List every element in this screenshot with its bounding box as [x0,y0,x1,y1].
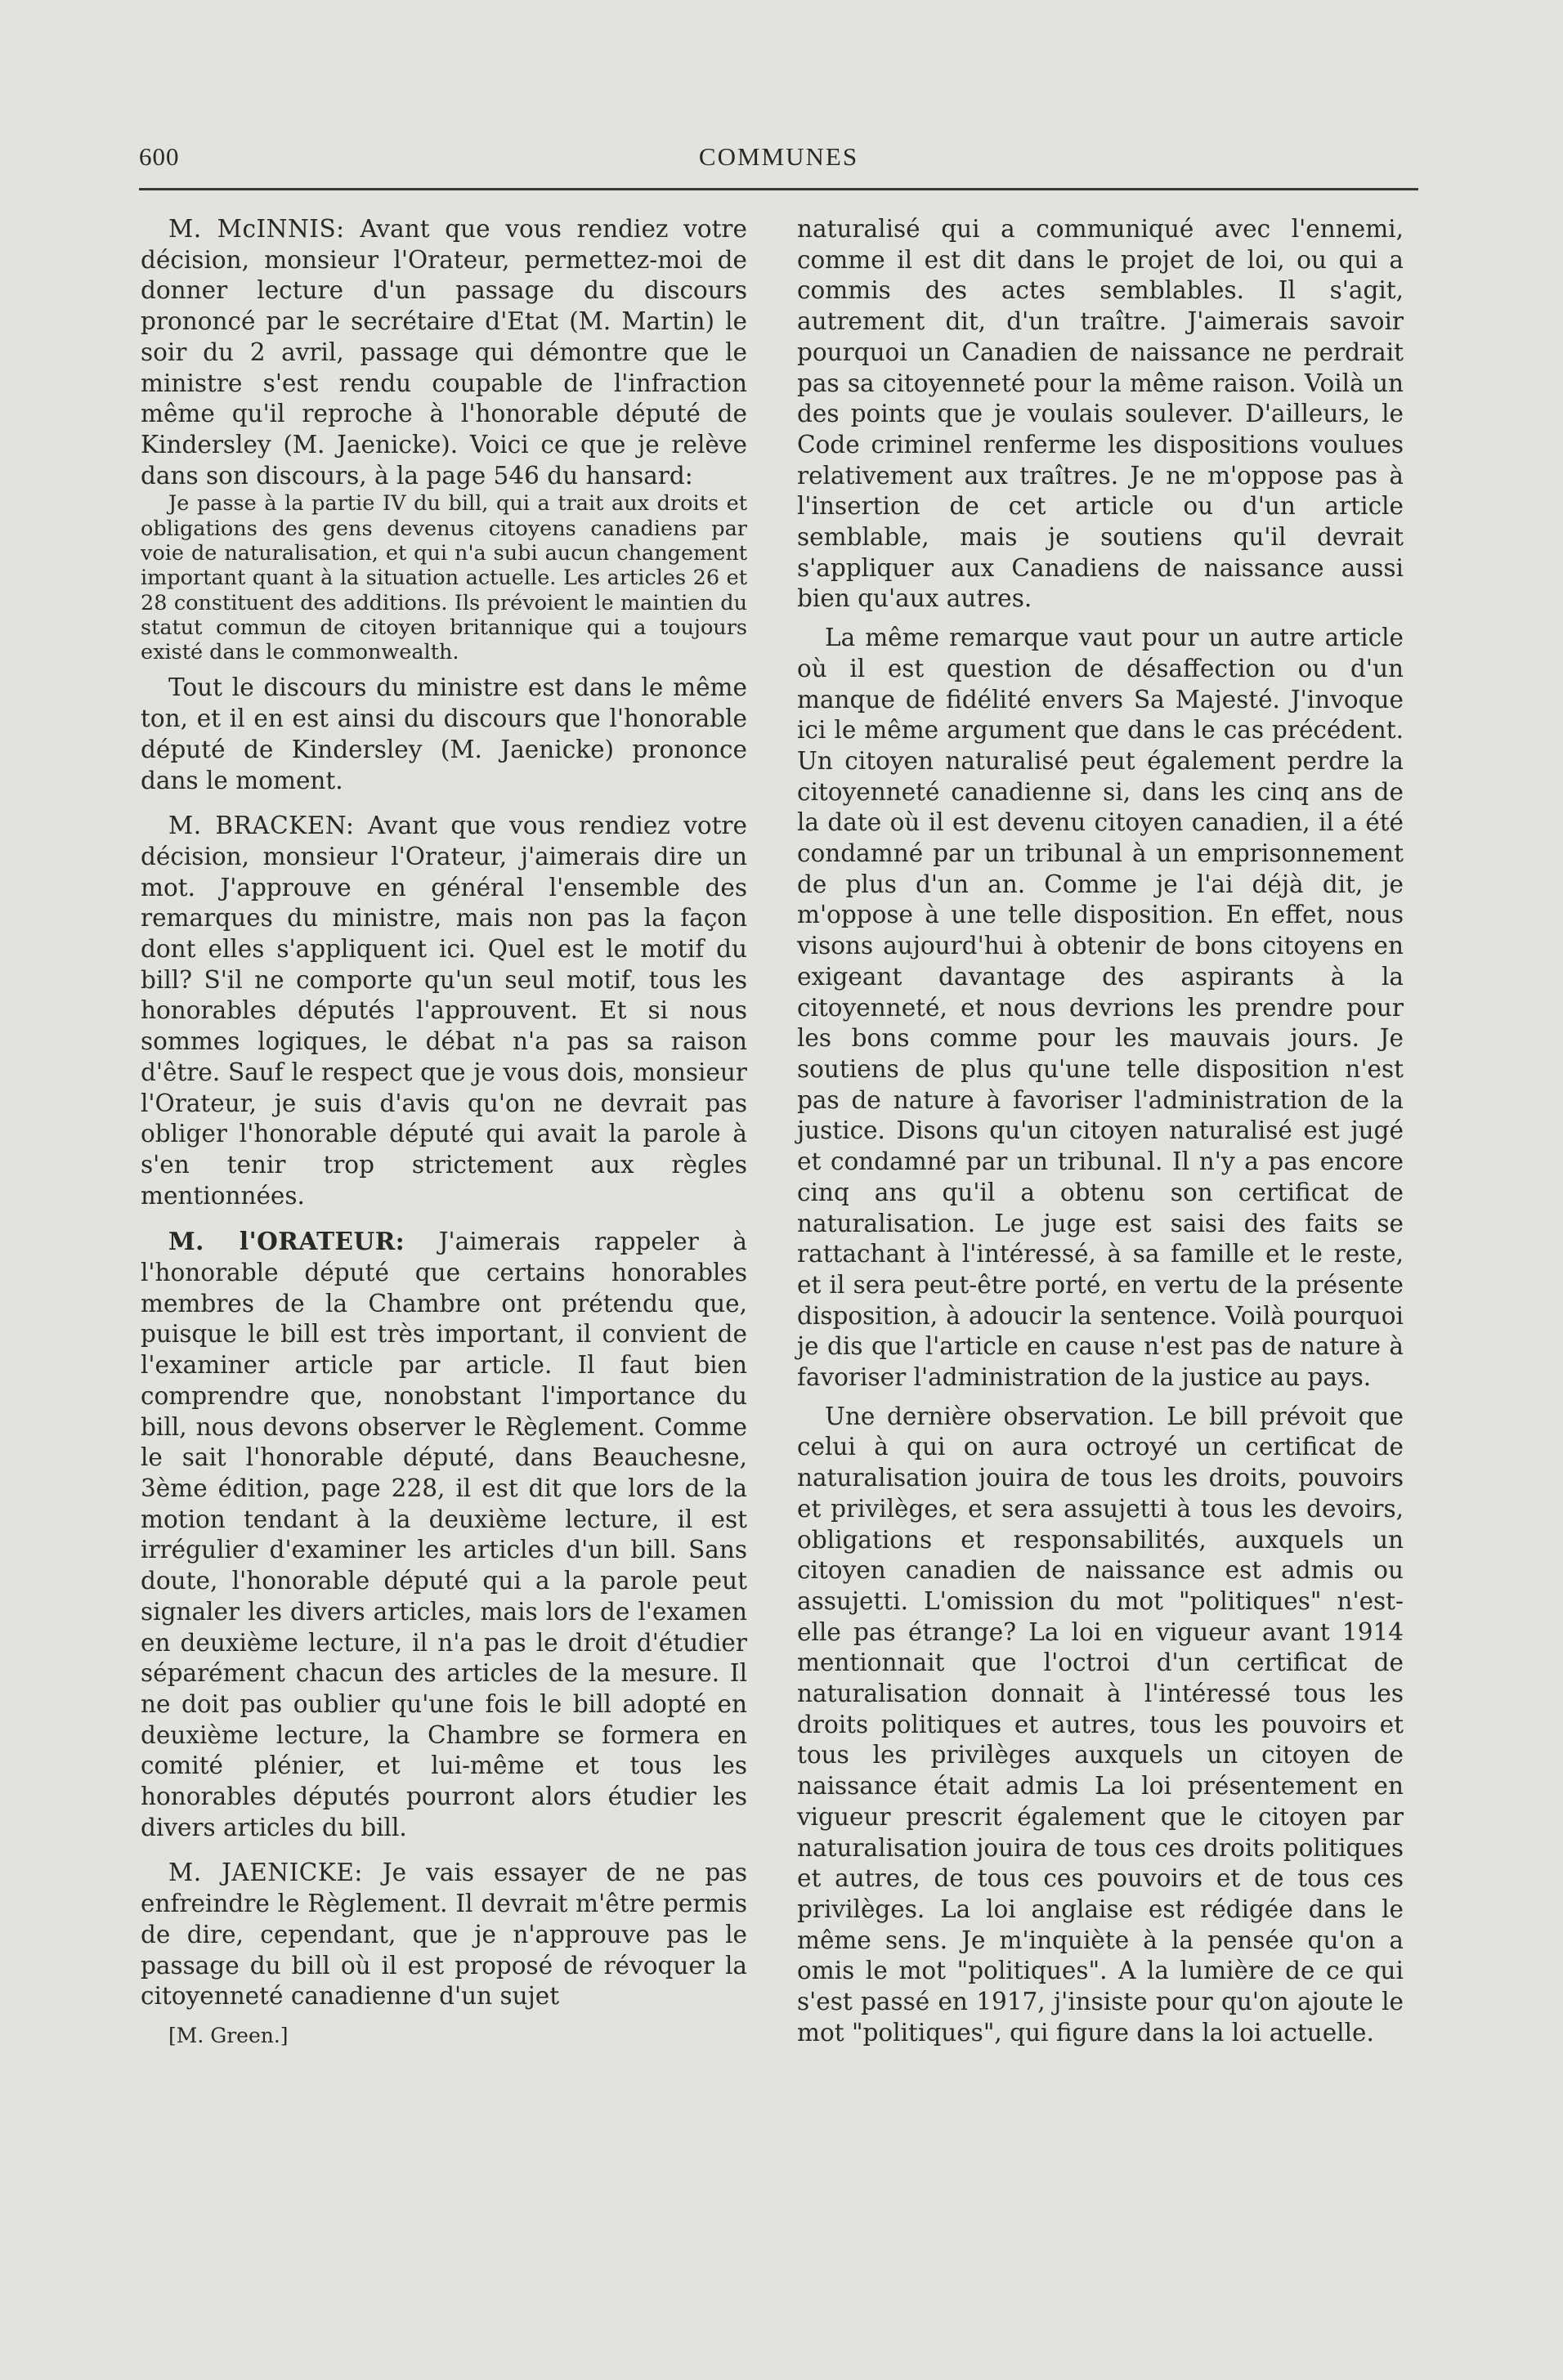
page-header [139,139,1418,185]
jaenicke-paragraph [141,1858,747,2012]
mcinnis-text: Avant que vous rendiez votre décision, monsieur l'Orateur, permettez-moi de donner lecture d'un passage du discours prononcé par le secrétaire d'Etat (M. Martin) le soir du 2 avril, passage qui démontre que le ministre s'est rendu coupable de l'infraction même qu'il reproche à l'honorable député de Kindersley (M. Jaenicke). Voici ce que je relève dans son discours, à la page 546 du hansard: [141,215,747,490]
page-number: 600 [139,142,180,171]
orateur-paragraph [141,1226,747,1843]
mcinnis-after-quote: Tout le discours du ministre est dans le même ton, et il en est ainsi du discours que l'honorable député de Kindersley (M. Jaenicke) prononce dans le moment. [141,673,747,794]
speaker-mcinnis: M. McINNIS: [168,215,345,243]
quoted-passage: Je passe à la partie IV du bill, qui a trait aux droits et obligations des gens devenus citoyens canadiens par voie de naturalisation, et qui n'a subi aucun changement important quant à la situation actuelle. Les articles 26 et 28 constituent des additions. Ils prévoient le maintien du statut commun de citoyen britannique qui a toujours existé dans le commonwealth. [141,491,747,665]
mcinnis-paragraph [141,214,747,491]
footer-reference: [M. Green.] [168,2023,289,2047]
speaker-jaenicke: M. JAENICKE: [168,1859,363,1887]
orateur-text: J'aimerais rappeler à l'honorable député que certains honorables membres de la Chambre ont prétendu que, puisque le bill est très important, il convient de l'examiner article par article. Il faut bien comprendre que, nonobstant l'importance du bill, nous devons observer le Règlement. Comme le sait l'honorable député, dans Beauchesne, 3ème édition, page 228, il est dit que lors de la motion tendant à la deuxième lecture, il est irrégulier d'examiner les articles d'un bill. Sans doute, l'honorable député qui a la parole peut signaler les divers articles, mais lors de l'examen en deuxième lecture, il n'a pas le droit d'étudier séparément chacun des articles de la mesure. Il ne doit pas oublier qu'une fois le bill adopté en deuxième lecture, la Chambre se formera en comité plénier, et lui-même et tous les honorables députés pourront alors étudier les divers articles du bill. [141,1228,747,1841]
speaker-bracken: M. BRACKEN: [168,812,355,840]
right-column [797,214,1404,2048]
right-paragraph-3: Une dernière observation. Le bill prévoit que celui à qui on aura octroyé un certificat de naturalisation jouira de tous les droits, pouvoirs et privilèges, et sera assujetti à tous les devoirs, obligations et responsabilités, auxquels un citoyen canadien de naissance est admis ou assujetti. L'omission du mot "politiques" n'est-elle pas étrange? La loi en vigueur avant 1914 mentionnait que l'octroi d'un certificat de naturalisation donnait à l'intéressé tous les droits politiques et autres, tous les pouvoirs et tous les privilèges auxquels un citoyen de naissance était admis La loi présentement en vigueur prescrit également que le citoyen par naturalisation jouira de tous ces droits politiques et autres, de tous ces pouvoirs et de tous ces privilèges. La loi anglaise est rédigée dans le même sens. Je m'inquiète à la pensée qu'on a omis le mot "politiques". A la lumière de ce qui s'est passé en 1917, j'insiste pour qu'on ajoute le mot "politiques", qui figure dans la loi actuelle. [797,1402,1404,2047]
speaker-orateur: M. l'ORATEUR: [168,1227,405,1256]
header-rule [139,188,1418,190]
jaenicke-text: Je vais essayer de ne pas enfreindre le Règlement. Il devrait m'être permis de dire, cependant, que je n'approuve pas le passage du bill où il est proposé de révoquer la citoyenneté canadienne d'un sujet [141,1859,747,2011]
right-paragraph-2: La même remarque vaut pour un autre article où il est question de désaffection ou d'un manque de fidélité envers Sa Majesté. J'invoque ici le même argument que dans le cas précédent. Un citoyen naturalisé peut également perdre la citoyenneté canadienne si, dans les cinq ans de la date où il est devenu citoyen canadien, il a été condamné par un tribunal à un emprisonnement de plus d'un an. Comme je l'ai déjà dit, je m'oppose à une telle disposition. En effet, nous visons aujourd'hui à obtenir de bons citoyens en exigeant davantage des aspirants à la citoyenneté, et nous devrions les prendre pour les bons comme pour les mauvais jours. Je soutiens de plus qu'une telle disposition n'est pas de nature à favoriser l'administration de la justice. Disons qu'un citoyen naturalisé est jugé et condamné par un tribunal. Il n'y a pas encore cinq ans qu'il a obtenu son certificat de naturalisation. Le juge est saisi des faits se rattachant à l'intéressé, à sa famille et le reste, et il sera peut-être porté, en vertu de la présente disposition, à adoucir la sentence. Voilà pourquoi je dis que l'article en cause n'est pas de nature à favoriser l'administration de la justice au pays. [797,624,1404,1392]
right-paragraph-1: naturalisé qui a communiqué avec l'ennemi, comme il est dit dans le projet de loi, ou qui a commis des actes semblables. Il s'agit, autrement dit, d'un traître. J'aimerais savoir pourquoi un Canadien de naissance ne perdrait pas sa citoyenneté pour la même raison. Voilà un des points que je voulais soulever. D'ailleurs, le Code criminel renferme les dispositions voulues relativement aux traîtres. Je ne m'oppose pas à l'insertion de cet article ou d'un article semblable, mais je soutiens qu'il devrait s'appliquer aux Canadiens de naissance aussi bien qu'aux autres. [797,215,1404,613]
running-head: COMMUNES [698,142,859,171]
bracken-paragraph [141,811,747,1211]
left-column [141,214,747,2048]
bracken-text: Avant que vous rendiez votre décision, monsieur l'Orateur, j'aimerais dire un mot. J'approuve en général l'ensemble des remarques du ministre, mais non pas la façon dont elles s'appliquent ici. Quel est le motif du bill? S'il ne comporte qu'un seul motif, tous les honorables députés l'approuvent. Et si nous sommes logiques, le débat n'a pas sa raison d'être. Sauf le respect que je vous dois, monsieur l'Orateur, je suis d'avis qu'on ne devrait pas obliger l'honorable député qui avait la parole à s'en tenir trop strictement aux règles mentionnées. [141,812,747,1210]
